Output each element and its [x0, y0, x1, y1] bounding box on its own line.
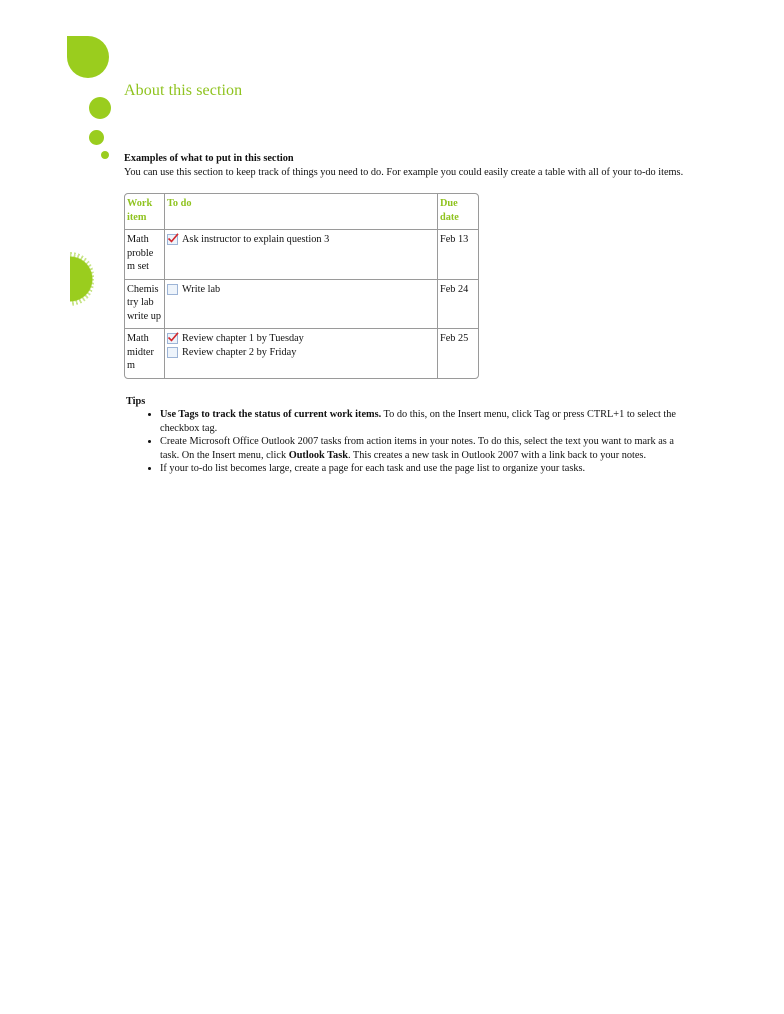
- todo-cell: [165, 280, 438, 330]
- task-text: Review chapter 2 by Friday: [182, 346, 297, 358]
- tip-text: To do this, on the Insert menu, click Tag or press CTRL+1 to select the checkbox tag.: [160, 409, 676, 434]
- unchecked-checkbox-icon[interactable]: [167, 346, 178, 357]
- header-to-do: To do: [165, 194, 438, 230]
- table-row: [125, 280, 478, 330]
- work-item-cell: Math midter m: [125, 329, 165, 378]
- tip-text: If your to-do list becomes large, create a page for each task and use the page list to organize your tasks.: [160, 463, 586, 474]
- tip-bold-text: Use Tags to track the status of current work items.: [160, 409, 382, 420]
- task-line: [167, 332, 435, 346]
- tips-list: [124, 408, 684, 476]
- tips-heading: Tips: [126, 395, 146, 407]
- tip-item: [160, 462, 684, 476]
- tip-text: Create Microsoft Office Outlook 2007 tasks from action items in your notes. To do this, select the text you want to mark as a task. On the Insert menu, click: [160, 436, 674, 461]
- header-due-date: Due date: [438, 194, 478, 230]
- checked-checkbox-icon[interactable]: [167, 233, 178, 244]
- unchecked-checkbox-icon[interactable]: [167, 283, 178, 294]
- decorative-circle-large: [67, 36, 109, 78]
- task-line: [167, 346, 435, 360]
- header-work-item: Work item: [125, 194, 165, 230]
- tip-item: [160, 435, 684, 462]
- task-text: Review chapter 1 by Tuesday: [182, 333, 304, 344]
- decorative-sunburst: [70, 252, 94, 306]
- decorative-circle-tiny: [101, 151, 109, 159]
- work-item-cell: Chemis try lab write up: [125, 280, 165, 330]
- checked-checkbox-icon[interactable]: [167, 332, 178, 343]
- table-row: [125, 230, 478, 280]
- task-text: Write lab: [182, 283, 221, 295]
- due-date-cell: Feb 25: [440, 333, 469, 344]
- section-content: [124, 152, 684, 476]
- task-line: [167, 233, 435, 247]
- todo-cell: [165, 329, 438, 378]
- todo-table: [124, 193, 479, 379]
- due-date-cell: Feb 13: [438, 230, 478, 280]
- work-item-cell: Math proble m set: [125, 230, 165, 280]
- examples-subheading: Examples of what to put in this section: [124, 153, 294, 164]
- tip-bold-text: Outlook Task: [288, 449, 348, 461]
- table-header-row: [125, 194, 478, 230]
- decorative-circle-medium: [89, 97, 111, 119]
- todo-cell: [165, 230, 438, 280]
- decorative-circle-small: [89, 130, 104, 145]
- due-date-cell: Feb 24: [438, 280, 478, 330]
- intro-paragraph: You can use this section to keep track of things you need to do. For example you could easily create a table with all of your to-do items.: [124, 166, 684, 178]
- table-row: [125, 329, 478, 378]
- tip-text: . This creates a new task in Outlook 2007 with a link back to your notes.: [347, 449, 647, 461]
- task-text: Ask instructor to explain question 3: [182, 234, 330, 245]
- section-title: About this section: [124, 82, 243, 99]
- tip-item: [160, 408, 684, 435]
- task-line: [167, 283, 435, 297]
